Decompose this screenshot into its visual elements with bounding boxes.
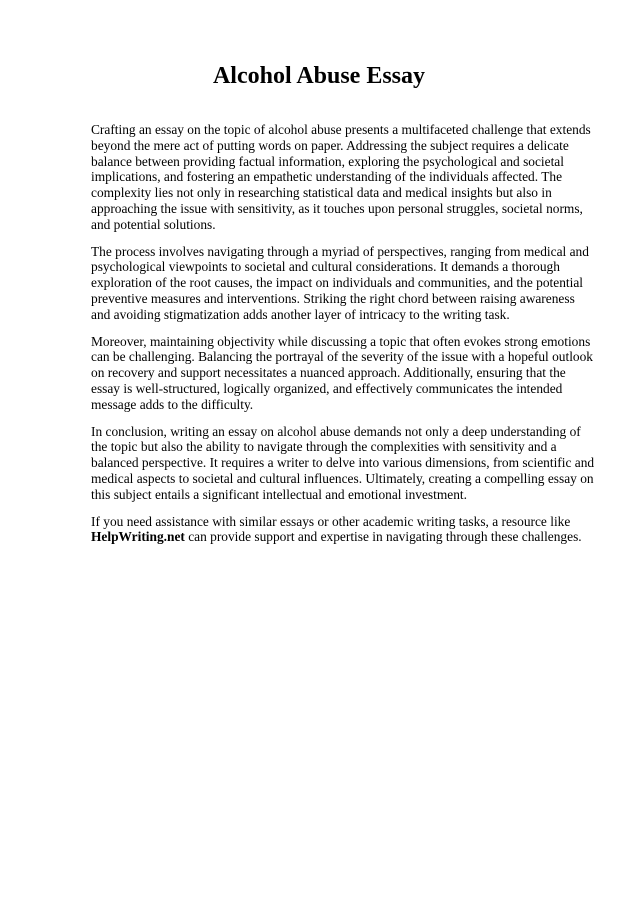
paragraph-4: In conclusion, writing an essay on alcohol abuse demands not only a deep understanding of the topic but also the ability to navigate through the complexities with sensitivity and a balanced perspective. It requires a writer to delve into various dimensions, from scientific and medical aspects to societal and cultural influences. Ultimately, creating a compelling essay on this subject entails a significant intellectual and emotional investment. [91, 423, 595, 502]
paragraph-2: The process involves navigating through a myriad of perspectives, ranging from medical and psychological viewpoints to societal and cultural considerations. It demands a thorough exploration of the root causes, the impact on individuals and communities, and the potential preventive measures and interventions. Striking the right chord between raising awareness and avoiding stigmatization adds another layer of intricacy to the writing task. [91, 243, 589, 322]
paragraph-3: Moreover, maintaining objectivity while discussing a topic that often evokes strong emotions can be challenging. Balancing the portrayal of the severity of the issue with a hopeful outlook on recovery and support necessitates a nuanced approach. Additionally, ensuring that the essay is well-structured, logically organized, and effectively communicates the intended message adds to the difficulty. [91, 333, 593, 412]
document-title: Alcohol Abuse Essay [212, 63, 426, 89]
closing-text-after: can provide support and expertise in navigating through these challenges. [184, 529, 582, 545]
document-body [91, 122, 596, 556]
paragraph-1: Crafting an essay on the topic of alcohol abuse presents a multifaceted challenge that extends beyond the mere act of putting words on paper. Addressing the subject requires a delicate balance between providing factual information, exploring the psychological and societal implications, and fostering an empathetic understanding of the individuals affected. The complexity lies not only in researching statistical data and medical insights but also in approaching the issue with sensitivity, as it touches upon personal struggles, societal norms, and potential solutions. [91, 122, 591, 232]
paragraph-closing [91, 514, 596, 546]
brand-name: HelpWriting.net [91, 529, 185, 545]
closing-text-before: If you need assistance with similar essays or other academic writing tasks, a resource like [91, 513, 571, 529]
